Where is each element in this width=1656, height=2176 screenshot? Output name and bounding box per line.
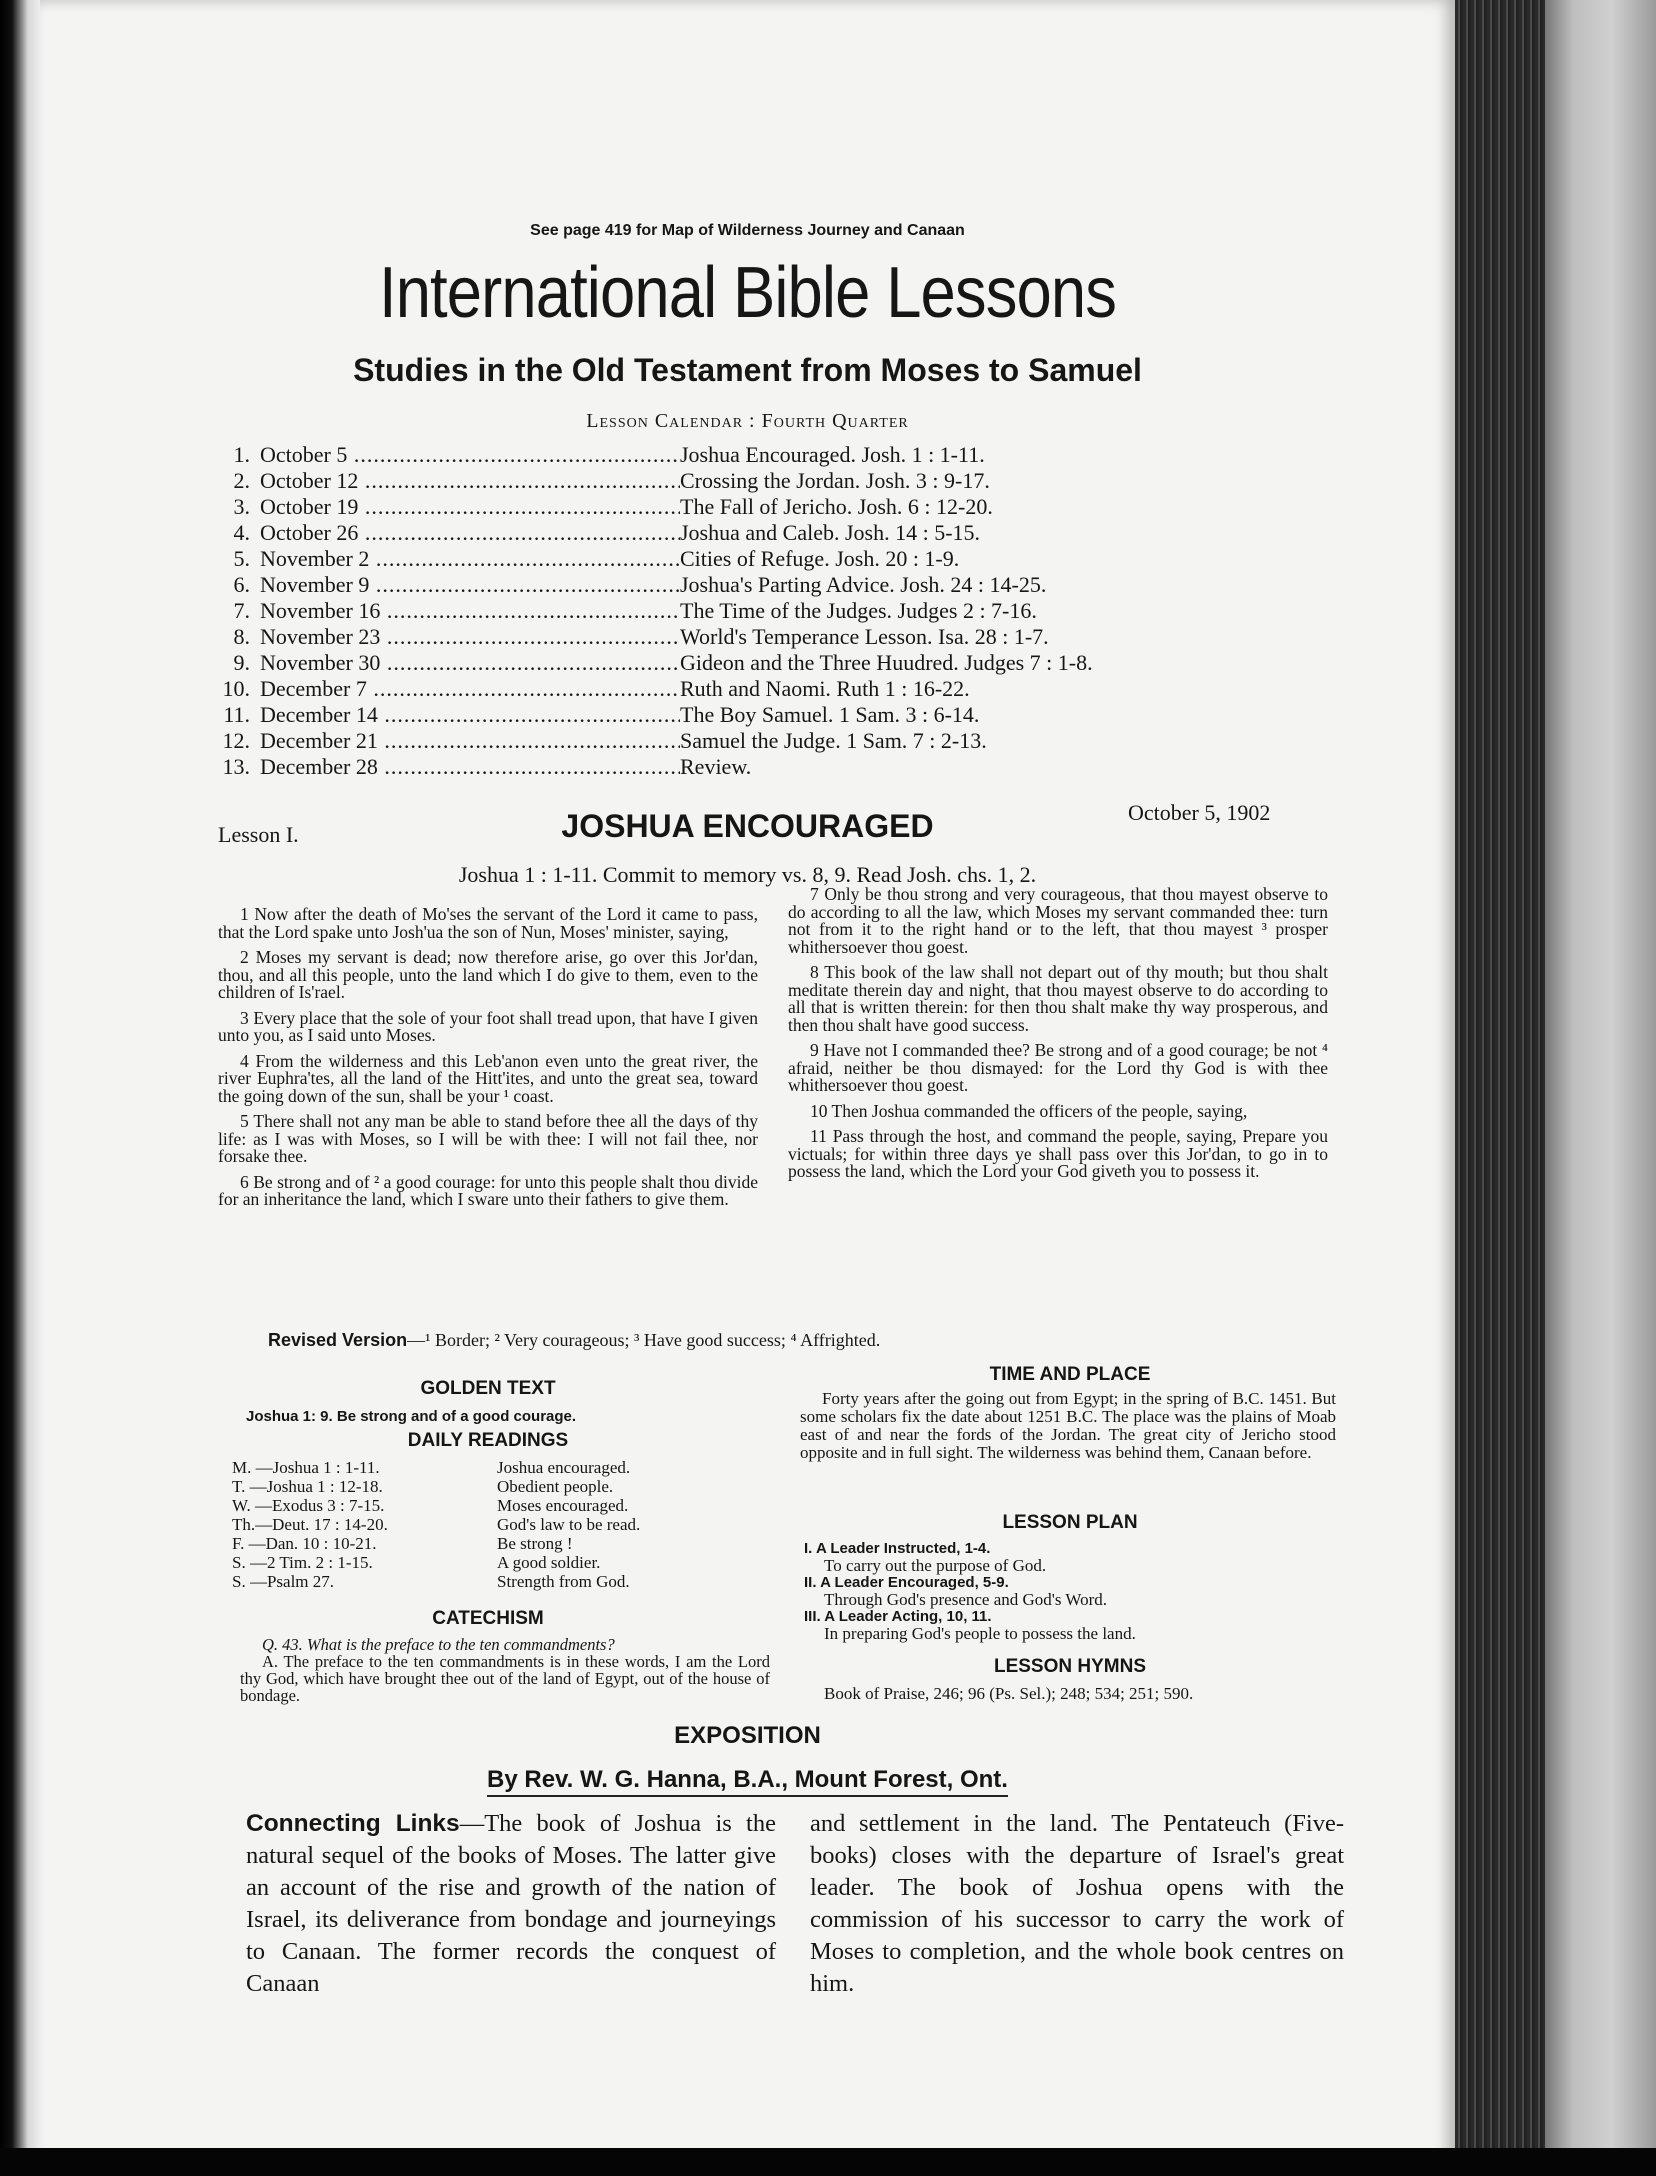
daily-reading-ref: S. —2 Tim. 2 : 1-15. bbox=[232, 1553, 373, 1572]
calendar-date: October 19 ..... bbox=[260, 494, 680, 520]
verse: 9 Have not I commanded thee? Be strong and of a good courage; be not ⁴ afraid, neither be thou dismayed: for the Lord thy God is with thee whithersoever thou goest. bbox=[788, 1040, 1328, 1095]
calendar-row bbox=[216, 598, 1316, 624]
daily-reading-ref: S. —Psalm 27. bbox=[232, 1572, 335, 1591]
calendar-number: 1. bbox=[233, 442, 250, 467]
calendar-heading: Lesson Calendar : Fourth Quarter bbox=[586, 410, 909, 432]
byline-text: By Rev. W. G. Hanna, B.A., Mount Forest, Ont. bbox=[487, 1766, 1008, 1797]
calendar-lesson: The Fall of Jericho. Josh. 6 : 12-20. bbox=[680, 494, 993, 519]
verse: 2 Moses my servant is dead; now therefore arise, go over this Jor'dan, thou, and all this people, unto the land which I do give to them, even to the children of Is'rael. bbox=[218, 947, 758, 1002]
lesson-plan-description: In preparing God's people to possess the land. bbox=[824, 1624, 1136, 1643]
daily-reading-title: Moses encouraged. bbox=[497, 1496, 629, 1515]
exposition-column-right: and settlement in the land. The Pentateuch (Five-books) closes with the departure of Israel's great leader. The book of Joshua opens with the commission of his successor to carry the work of Moses to completion, and the whole book centres on him. bbox=[810, 1810, 1344, 1997]
calendar-row bbox=[216, 468, 1316, 494]
catechism-answer: A. The preface to the ten commandments is in these words, I am the Lord thy God, which have brought thee out of the land of Egypt, out of the house of bondage. bbox=[240, 1652, 770, 1705]
calendar-lesson: The Time of the Judges. Judges 2 : 7-16. bbox=[680, 598, 1037, 623]
daily-reading-title: Joshua encouraged. bbox=[497, 1458, 631, 1477]
daily-reading-ref: M. —Joshua 1 : 1-11. bbox=[232, 1458, 380, 1477]
daily-reading-ref: W. —Exodus 3 : 7-15. bbox=[232, 1496, 385, 1515]
calendar-lesson: Review. bbox=[680, 754, 752, 779]
calendar-number: 10. bbox=[222, 676, 250, 701]
catechism bbox=[240, 1636, 770, 1704]
calendar-date: November 30 ..... bbox=[260, 650, 680, 676]
calendar-date: December 7 ..... bbox=[260, 676, 680, 702]
lesson-plan-point: I. A Leader Instructed, 1-4. bbox=[804, 1540, 991, 1557]
calendar-date: December 28 ..... bbox=[260, 754, 680, 780]
calendar-date: November 16 ..... bbox=[260, 598, 680, 624]
calendar-row bbox=[216, 494, 1316, 520]
calendar-number: 2. bbox=[233, 468, 250, 493]
verse: 8 This book of the law shall not depart out of thy mouth; but thou shalt meditate therein day and night, that thou mayest observe to do according to all that is written therein: for then thou shalt make thy way prosperous, and then thou shalt have good success. bbox=[788, 962, 1328, 1035]
exposition-heading: EXPOSITION bbox=[674, 1722, 821, 1749]
daily-reading-title: God's law to be read. bbox=[497, 1515, 641, 1534]
lesson-hymns: Book of Praise, 246; 96 (Ps. Sel.); 248; 534; 251; 590. bbox=[824, 1684, 1194, 1703]
calendar-number: 13. bbox=[222, 754, 250, 779]
daily-reading-row bbox=[232, 1458, 732, 1477]
calendar-number: 8. bbox=[233, 624, 250, 649]
verse: 3 Every place that the sole of your foot shall tread upon, that have I given unto you, as I said unto Moses. bbox=[218, 1007, 758, 1045]
revised-version-note bbox=[268, 1330, 1368, 1351]
calendar-row bbox=[216, 624, 1316, 650]
lesson-plan-description: To carry out the purpose of God. bbox=[824, 1556, 1047, 1575]
calendar-row bbox=[216, 572, 1316, 598]
calendar-lesson: Crossing the Jordan. Josh. 3 : 9-17. bbox=[680, 468, 990, 493]
time-and-place-heading: TIME AND PLACE bbox=[989, 1364, 1151, 1385]
exposition-column-left bbox=[246, 1808, 776, 2000]
lesson-date: October 5, 1902 bbox=[1128, 800, 1271, 825]
verse: 6 Be strong and of ² a good courage: for unto this people shalt thou divide for an inheritance the land, which I sware unto their fathers to give them. bbox=[218, 1171, 758, 1209]
verse: 7 Only be thou strong and very courageous, that thou mayest observe to do according to all the law, which Moses my servant commanded thee: turn not from it to the right hand or to the left, that thou mayest ³ prosper whithersoever thou goest. bbox=[788, 884, 1328, 957]
calendar-number: 5. bbox=[233, 546, 250, 571]
daily-reading-row bbox=[232, 1477, 732, 1496]
calendar-row bbox=[216, 520, 1316, 546]
calendar-number: 6. bbox=[233, 572, 250, 597]
calendar-date: October 26 ..... bbox=[260, 520, 680, 546]
time-and-place-text: Forty years after the going out from Egypt; in the spring of B.C. 1451. But some scholars fix the date about 1251 B.C. The place was the plains of Moab east of and near the fords of the Jordan. The great city of Jericho stood opposite and in full sight. The wilderness was behind them, Canaan before. bbox=[800, 1389, 1336, 1462]
calendar-number: 7. bbox=[233, 598, 250, 623]
lesson-reference: Joshua 1 : 1-11. Commit to memory vs. 8, 9. Read Josh. chs. 1, 2. bbox=[458, 862, 1037, 887]
daily-reading-row bbox=[232, 1496, 732, 1515]
calendar-lesson: Cities of Refuge. Josh. 20 : 1-9. bbox=[680, 546, 960, 571]
daily-reading-title: Strength from God. bbox=[497, 1572, 630, 1591]
daily-reading-title: Be strong ! bbox=[497, 1534, 573, 1553]
calendar-lesson: Ruth and Naomi. Ruth 1 : 16-22. bbox=[680, 676, 970, 701]
verse: 5 There shall not any man be able to stand before thee all the days of thy life: as I was with Moses, so I will be with thee: I will not fail thee, nor forsake thee. bbox=[218, 1111, 758, 1166]
golden-text-heading: GOLDEN TEXT bbox=[420, 1378, 556, 1399]
byline bbox=[40, 1766, 1455, 1794]
lesson-number: Lesson I. bbox=[218, 822, 299, 847]
calendar-date: October 12 ..... bbox=[260, 468, 680, 494]
calendar-row bbox=[216, 442, 1316, 468]
book-left-edge bbox=[0, 0, 40, 2176]
calendar-date: November 23 ..... bbox=[260, 624, 680, 650]
calendar-row bbox=[216, 754, 1316, 780]
book-page-edges bbox=[1545, 0, 1656, 2176]
revised-version-label: Revised Version bbox=[268, 1330, 408, 1350]
golden-text: Joshua 1: 9. Be strong and of a good courage. bbox=[246, 1408, 577, 1425]
calendar-number: 4. bbox=[233, 520, 250, 545]
calendar-row bbox=[216, 650, 1316, 676]
calendar-date: October 5 ..... bbox=[260, 442, 680, 468]
lesson-hymns-heading: LESSON HYMNS bbox=[993, 1656, 1147, 1677]
calendar-lesson: The Boy Samuel. 1 Sam. 3 : 6-14. bbox=[680, 702, 980, 727]
calendar-number: 12. bbox=[222, 728, 250, 753]
daily-reading-title: Obedient people. bbox=[497, 1477, 614, 1496]
daily-reading-title: A good soldier. bbox=[497, 1553, 601, 1572]
calendar-number: 11. bbox=[223, 702, 250, 727]
daily-reading-row bbox=[232, 1553, 732, 1572]
calendar-date: December 14 ..... bbox=[260, 702, 680, 728]
calendar-lesson: Joshua Encouraged. Josh. 1 : 1-11. bbox=[680, 442, 985, 467]
catechism-question: Q. 43. What is the preface to the ten commandments? bbox=[262, 1635, 615, 1654]
lesson-calendar bbox=[216, 442, 1316, 780]
calendar-lesson: Gideon and the Three Huudred. Judges 7 : 1-8. bbox=[680, 650, 1093, 675]
scripture-column-right bbox=[788, 886, 1328, 1189]
daily-reading-ref: T. —Joshua 1 : 12-18. bbox=[232, 1477, 383, 1496]
lesson-title: JOSHUA ENCOURAGED bbox=[561, 808, 934, 844]
calendar-lesson: Samuel the Judge. 1 Sam. 7 : 2-13. bbox=[680, 728, 987, 753]
calendar-date: November 2 ..... bbox=[260, 546, 680, 572]
daily-reading-ref: Th.—Deut. 17 : 14-20. bbox=[232, 1515, 388, 1534]
connecting-links-label: Connecting Links bbox=[246, 1810, 460, 1837]
daily-reading-ref: F. —Dan. 10 : 10-21. bbox=[232, 1534, 377, 1553]
daily-readings bbox=[232, 1458, 732, 1591]
daily-reading-row bbox=[232, 1572, 732, 1591]
verse: 1 Now after the death of Mo'ses the servant of the Lord it came to pass, that the Lord spake unto Josh'ua the son of Nun, Moses' minister, saying, bbox=[218, 904, 758, 942]
calendar-date: December 21 ..... bbox=[260, 728, 680, 754]
scripture-column-left bbox=[218, 906, 758, 1217]
daily-readings-heading: DAILY READINGS bbox=[407, 1430, 569, 1451]
daily-reading-row bbox=[232, 1515, 732, 1534]
exposition-left-text: —The book of Joshua is the natural sequel of the books of Moses. The latter give an account of the rise and growth of the nation of Israel, its deliverance from bondage and journeyings to Canaan. The former records the conquest of Canaan bbox=[246, 1810, 776, 1997]
lesson-plan-point: III. A Leader Acting, 10, 11. bbox=[804, 1608, 992, 1625]
daily-reading-row bbox=[232, 1534, 732, 1553]
verse: 11 Pass through the host, and command the people, saying, Prepare you victuals; for within three days ye shall pass over this Jor'dan, to go in to possess the land, which the Lord your God giveth you to possess it. bbox=[788, 1126, 1328, 1181]
calendar-row bbox=[216, 702, 1316, 728]
revised-version-text: —¹ Border; ² Very courageous; ³ Have good success; ⁴ Affrighted. bbox=[407, 1330, 881, 1350]
map-note: See page 419 for Map of Wilderness Journey and Canaan bbox=[530, 222, 965, 239]
lesson-plan-heading: LESSON PLAN bbox=[1002, 1512, 1138, 1533]
lesson-plan-point: II. A Leader Encouraged, 5-9. bbox=[804, 1574, 1009, 1591]
verse: 4 From the wilderness and this Leb'anon even unto the great river, the river Euphra'tes, all the land of the Hitt'ites, and unto the great sea, toward the going down of the sun, shall be your ¹ coast. bbox=[218, 1050, 758, 1106]
calendar-number: 3. bbox=[233, 494, 250, 519]
lesson-plan bbox=[804, 1540, 1340, 1642]
calendar-lesson: Joshua's Parting Advice. Josh. 24 : 14-25. bbox=[680, 572, 1047, 597]
lesson-plan-description: Through God's presence and God's Word. bbox=[824, 1590, 1107, 1609]
calendar-number: 9. bbox=[233, 650, 250, 675]
calendar-date: November 9 ..... bbox=[260, 572, 680, 598]
calendar-lesson: Joshua and Caleb. Josh. 14 : 5-15. bbox=[680, 520, 981, 545]
calendar-lesson: World's Temperance Lesson. Isa. 28 : 1-7. bbox=[680, 624, 1049, 649]
catechism-heading: CATECHISM bbox=[432, 1608, 544, 1629]
calendar-row bbox=[216, 676, 1316, 702]
calendar-row bbox=[216, 546, 1316, 572]
verse: 10 Then Joshua commanded the officers of the people, saying, bbox=[810, 1100, 1248, 1121]
page-title: International Bible Lessons bbox=[378, 253, 1117, 333]
page-subtitle: Studies in the Old Testament from Moses to Samuel bbox=[353, 352, 1142, 388]
calendar-row bbox=[216, 728, 1316, 754]
scan-bottom-border bbox=[0, 2148, 1656, 2176]
